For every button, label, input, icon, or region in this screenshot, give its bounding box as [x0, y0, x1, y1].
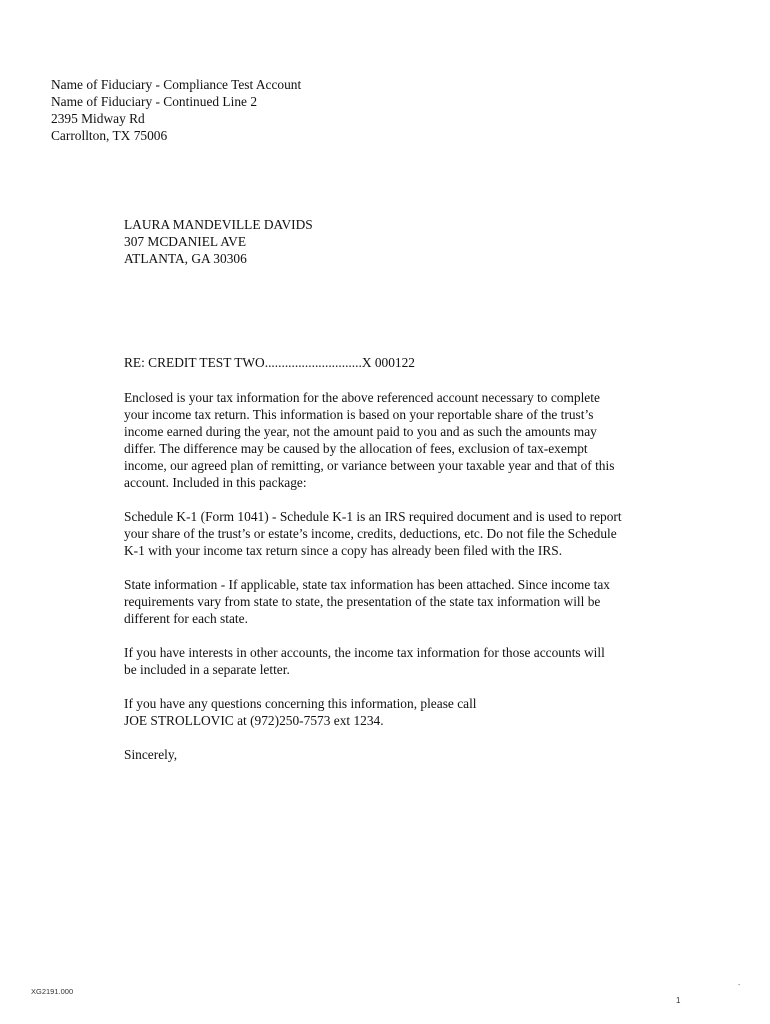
sender-line-1: Name of Fiduciary - Compliance Test Account — [51, 77, 302, 92]
paragraph-state-info — [124, 576, 684, 627]
contact-line: JOE STROLLOVIC at (972)250-7573 ext 1234. — [124, 713, 384, 728]
body-line: income, our agreed plan of remitting, or variance between your taxable year and that of this — [124, 458, 615, 473]
body-line: your income tax return. This information is based on your reportable share of the trust’s — [124, 407, 594, 422]
footer-document-code: XG2191.000 — [31, 987, 74, 996]
paragraph-other-accounts — [124, 644, 684, 678]
paragraph-intro — [124, 389, 684, 491]
closing-salutation: Sincerely, — [124, 747, 178, 762]
contact-paragraph — [124, 695, 684, 729]
body-line: differ. The difference may be caused by the allocation of fees, exclusion of tax-exempt — [124, 441, 588, 456]
recipient-line-3: ATLANTA, GA 30306 — [124, 251, 247, 266]
sender-address — [51, 76, 301, 144]
sender-line-4: Carrollton, TX 75006 — [51, 128, 168, 143]
body-line: K-1 with your income tax return since a copy has already been filed with the IRS. — [124, 543, 563, 558]
body-line: requirements vary from state to state, the presentation of the state tax information will be — [124, 594, 601, 609]
paragraph-schedule-k1 — [124, 508, 684, 559]
body-line: Schedule K-1 (Form 1041) - Schedule K-1 is an IRS required document and is used to report — [124, 509, 622, 524]
contact-line: If you have any questions concerning this information, please call — [124, 696, 477, 711]
recipient-line-2: 307 MCDANIEL AVE — [124, 234, 247, 249]
body-line: income earned during the year, not the amount paid to you and as such the amounts may — [124, 424, 597, 439]
body-line: be included in a separate letter. — [124, 662, 290, 677]
body-line: State information - If applicable, state tax information has been attached. Since income tax — [124, 577, 610, 592]
recipient-address — [124, 216, 313, 267]
page-number: 1 — [676, 996, 681, 1005]
body-line: If you have interests in other accounts, the income tax information for those accounts will — [124, 645, 605, 660]
sender-line-2: Name of Fiduciary - Continued Line 2 — [51, 94, 258, 109]
body-line: account. Included in this package: — [124, 475, 307, 490]
body-line: your share of the trust’s or estate’s income, credits, deductions, etc. Do not file the Schedule — [124, 526, 617, 541]
recipient-line-1: LAURA MANDEVILLE DAVIDS — [124, 217, 313, 232]
body-line: different for each state. — [124, 611, 248, 626]
corner-mark: - — [738, 982, 741, 989]
sender-line-3: 2395 Midway Rd — [51, 111, 145, 126]
body-line: Enclosed is your tax information for the above referenced account necessary to complete — [124, 390, 600, 405]
reference-line — [124, 354, 415, 371]
reference-text: RE: CREDIT TEST TWO.............................X 000122 — [124, 355, 416, 370]
letter-body — [124, 389, 684, 763]
